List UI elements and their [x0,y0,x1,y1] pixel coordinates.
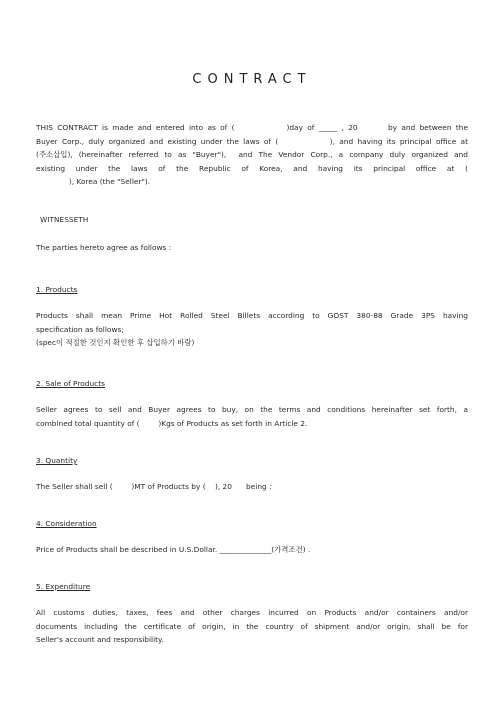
body-line: Price of Products shall be described in U.S.Dollar. ______________(가격조건) . [36,545,311,554]
section-heading-sale: 2. Sale of Products [36,379,105,388]
section-heading-quantity: 3. Quantity [36,456,78,465]
section-heading-consideration: 4. Consideration [36,519,97,528]
section-body-sale [36,403,468,430]
intro-line: existing under the laws of the Republic of Korea, and having its principal office at ( [36,163,468,173]
parties-statement: The parties hereto agree as follows : [36,243,172,252]
intro-line: Buyer Corp., duly organized and existing under the laws of ( ), and having its principal office at [36,136,468,146]
intro-paragraph [36,121,468,189]
intro-line: ), Korea (the "Seller"). [36,177,151,187]
body-line: Products shall mean Prime Hot Rolled Steel Billets according to GOST 380-88 Grade 3PS having [36,311,468,320]
document-title: CONTRACT [192,72,312,87]
intro-line: THIS CONTRACT is made and entered into as of ( )day of _____ , 20 by and between the [36,123,468,132]
body-line: documents including the certificate of origin, in the country of shipment and/or origin, shall be for [36,621,468,631]
body-line: (spec이 적절한 것인지 확인한 후 삽입하기 바람) [36,338,195,348]
section-body-expenditure [36,606,468,647]
section-heading-products: 1. Products [36,285,78,294]
intro-line: (주소삽입), (hereinafter referred to as "Buyer"), and The Vendor Corp., a company duly organized and [36,150,468,160]
section-body-products [36,309,468,350]
section-heading-expenditure: 5. Expenditure [36,582,91,591]
body-line: Seller's account and responsibility. [36,635,164,645]
section-body-consideration [36,543,468,557]
body-line: Seller agrees to sell and Buyer agrees to buy, on the terms and conditions hereinafter set forth, a [36,405,468,414]
section-body-quantity [36,480,468,494]
body-line: specification as follows; [36,324,124,334]
body-line: combined total quantity of ( )Kgs of Products as set forth in Article 2. [36,418,308,428]
body-line: The Seller shall sell ( )MT of Products by ( ), 20 being : [36,482,272,491]
body-line: All customs duties, taxes, fees and other charges incurred on Products and/or containers and/or [36,608,468,617]
witnesseth-heading: WITNESSETH [40,215,89,224]
